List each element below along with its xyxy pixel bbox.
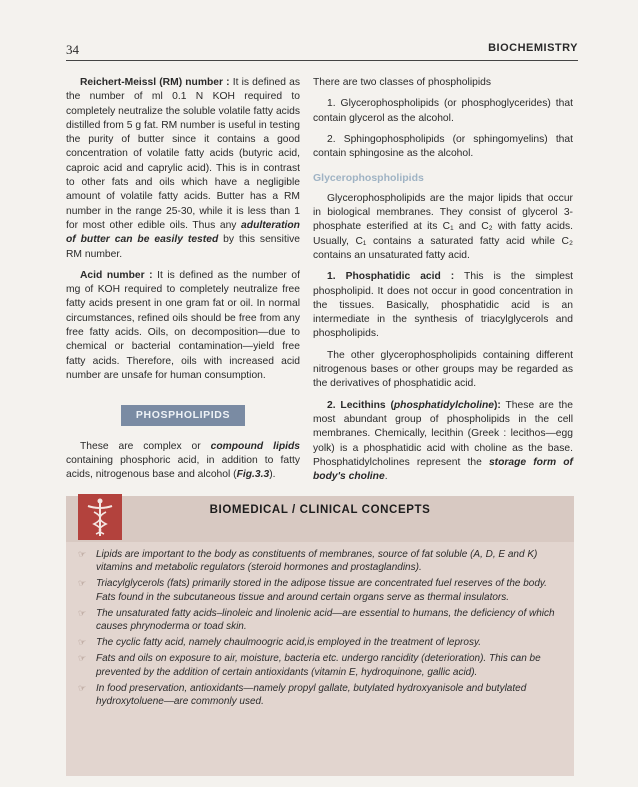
- list-item: [74, 577, 564, 603]
- rm-tail: by this sensitive RM number.: [66, 234, 300, 260]
- concept-text: The unsaturated fatty acids–linoleic and linolenic acid—are essential to humans, the deficiency of which causes phrynoderma or toad skin.: [96, 607, 555, 633]
- lec-term-end: ):: [494, 399, 501, 411]
- subheading-glycerophospholipids: Glycerophospholipids: [313, 172, 424, 185]
- rm-term: Reichert-Meissl (RM) number :: [80, 77, 230, 88]
- pa-text: This is the simplest phospholipid. It does not occur in good concentration in the tissues. Basically, phosphatidic acid is an intermediate in the synthesis of triacylglycerols and phospholipids.: [313, 271, 573, 340]
- classes-intro: There are two classes of phospholipids: [313, 77, 492, 88]
- pointing-hand-icon: ☞: [78, 578, 87, 589]
- caduceus-icon: [78, 494, 122, 540]
- class-2: 2. Sphingophospholipids (or sphingomyelins) that contain sphingosine as the alcohol.: [313, 133, 573, 160]
- concepts-list: [74, 548, 564, 711]
- concept-text: Lipids are important to the body as constituents of membranes, source of fat soluble (A, D, E and K) vitamins and metabolic regulators (steroid hormones and prostaglandins).: [96, 549, 538, 574]
- class-1: 1. Glycerophospholipids (or phosphoglycerides) that contain glycerol as the alcohol.: [313, 98, 573, 124]
- rm-text: It is defined as the number of ml 0.1 N KOH required to completely neutralize the soluble volatile fatty acids distilled from 5 g fat. RM number is useful in testing the purity of butter since it contains a good concentration of volatile fatty acids (butyric acid, caproic acid and caprylic acid). This is in contrast to other fats and oils which have a negligible amount of volatile fatty acids. Butter has a RM number in the range 25-30, while it is less than 1 for most other edible oils. Thus any: [66, 77, 300, 231]
- concept-text: Fats and oils on exposure to air, moisture, bacteria etc. undergo rancidity (deterioration). This can be prevented by the addition of certain antioxidants (vitamin E, hydroquinone, gallic acid).: [96, 653, 541, 678]
- list-item: [74, 652, 564, 678]
- acid-paragraph: [66, 269, 300, 383]
- list-item: [74, 607, 564, 633]
- pointing-hand-icon: ☞: [78, 549, 87, 559]
- running-title: BIOCHEMISTRY: [488, 42, 578, 54]
- right-column: [313, 76, 573, 491]
- phospholipids-paragraph: [66, 440, 300, 483]
- phos-emphasis: compound lipids: [210, 440, 300, 452]
- lec-end: .: [384, 471, 388, 483]
- pointing-hand-icon: ☞: [78, 607, 87, 618]
- glycero-paragraph: Glycerophospholipids are the major lipids that occur in biological membranes. They consist of glycerol 3-phosphate esterified at its C₁ and C₂ with fatty acids. Usually, C₁ contains a saturated fatty acid while C₂ contains an unsaturated fatty acid.: [313, 192, 573, 261]
- concepts-title: BIOMEDICAL / CLINICAL CONCEPTS: [209, 504, 431, 516]
- phosphatidic-acid-paragraph: [313, 270, 573, 341]
- page-header: [66, 42, 578, 58]
- rm-paragraph: [66, 76, 300, 262]
- lec-term-italic: phosphatidylcholine: [393, 399, 494, 411]
- rm-emphasis: adulteration of butter can be easily tested: [66, 219, 300, 246]
- other-glycero-paragraph: The other glycerophospholipids containing different nitrogenous bases or other groups may be regarded as the derivatives of phosphatidic acid.: [313, 349, 573, 390]
- section-heading-phospholipids: PHOSPHOLIPIDS: [121, 405, 245, 425]
- pointing-hand-icon: ☞: [78, 653, 87, 664]
- acid-text: It is defined as the number of mg of KOH required to completely neutralize free fatty acids present in one gram fat or oil. In normal circumstances, refined oils should be free from any free fatty acids. Oils, on decomposition—due to chemical or bacterial contamination—yield free fatty acids. Therefore, oils with increased acid number are unsafe for human consumption.: [66, 269, 300, 381]
- page-number: 34: [66, 42, 79, 57]
- figure-reference: Fig.3.3: [236, 469, 270, 481]
- biomedical-concepts-box: [66, 496, 574, 776]
- phos-text-c: ).: [269, 469, 276, 481]
- lec-term: [327, 400, 501, 411]
- phos-text-a: These are complex or: [80, 440, 201, 452]
- left-column: [66, 76, 300, 489]
- pa-term: 1. Phosphatidic acid :: [327, 271, 455, 283]
- list-item: [74, 548, 564, 574]
- lec-text: These are the most abundant group of phospholipids in the cell membranes. Chemically, lecithin (Greek : lecithos—egg yolk) is a phosphatidic acid with choline as the base. Phosphatidylcholines represent the: [313, 399, 573, 468]
- pointing-hand-icon: ☞: [78, 637, 87, 648]
- concept-text: The cyclic fatty acid, namely chaulmoogric acid,is employed in the treatment of leprosy.: [96, 637, 481, 649]
- concept-text: In food preservation, antioxidants—namely propyl gallate, butylated hydroxyanisole and butylated hydroxytoluene—are commonly used.: [96, 682, 527, 708]
- header-rule: [66, 60, 578, 61]
- list-item: [74, 636, 564, 649]
- list-item: [74, 682, 564, 708]
- lec-term-start: 2. Lecithins (: [327, 399, 394, 411]
- lecithins-paragraph: [313, 399, 573, 485]
- concept-text: Triacylglycerols (fats) primarily stored in the adipose tissue are concentrated fuel reserves of the body. Fats found in the subcutaneous tissue and around certain organs serve as thermal insulators.: [96, 578, 547, 603]
- concepts-title-bar: [66, 496, 574, 542]
- acid-term: Acid number :: [80, 269, 153, 281]
- phos-text-b: containing phosphoric acid, in addition to fatty acids, nitrogenous base and alcohol (: [66, 454, 300, 481]
- lec-emphasis: storage form of body's choline: [313, 456, 573, 483]
- pointing-hand-icon: ☞: [78, 682, 87, 693]
